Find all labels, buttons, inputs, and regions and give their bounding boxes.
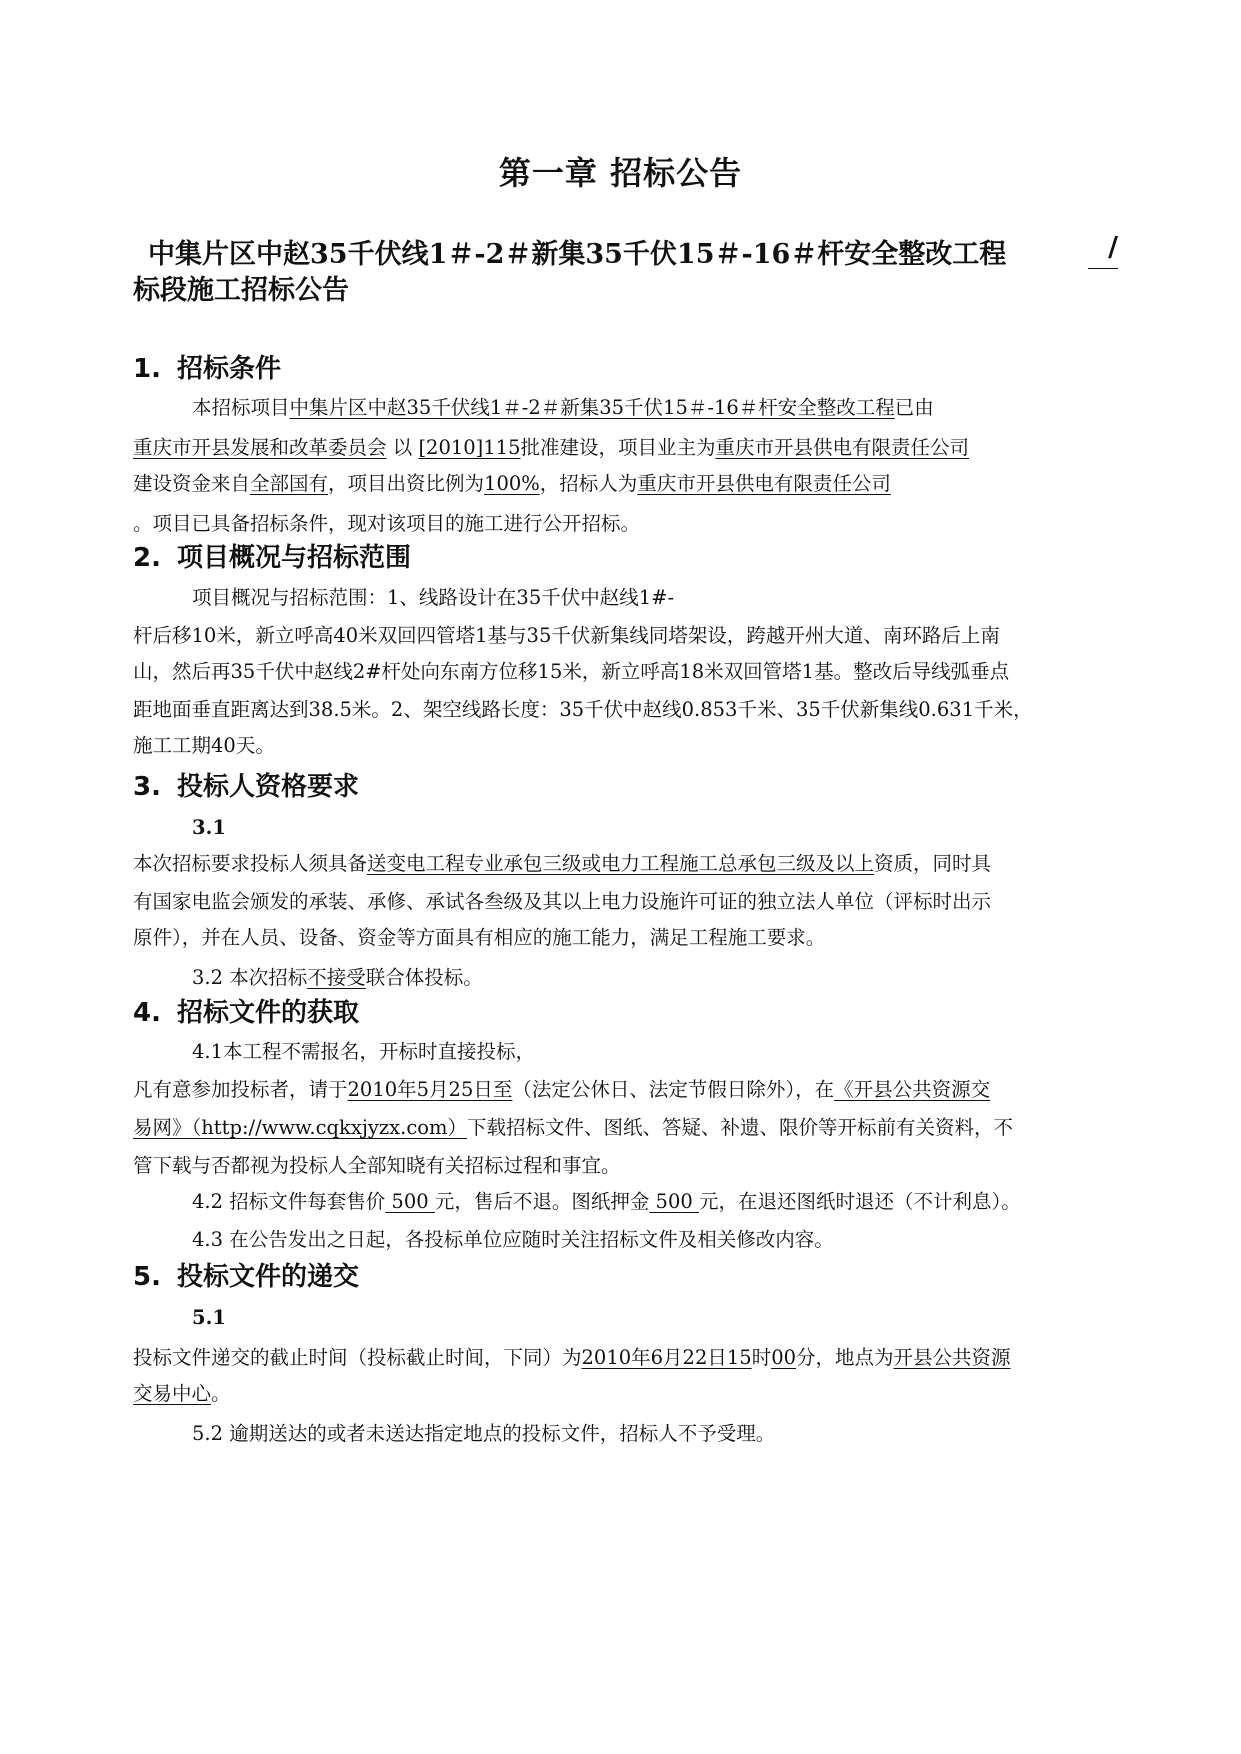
text: 投标文件递交的截止时间（投标截止时间，下同）为 xyxy=(133,1346,582,1369)
section-number: 2. xyxy=(133,543,161,573)
chapter-title: 第一章 招标公告 xyxy=(498,154,743,192)
text: 本次招标要求投标人须具备 xyxy=(133,852,368,875)
fund-ratio: 100% xyxy=(484,472,540,495)
qualification-requirement: 送变电工程专业承包三级或电力工程施工总承包三级及以上 xyxy=(367,852,875,875)
section-title: 招标文件的获取 xyxy=(177,998,360,1028)
paragraph-line: 项目概况与招标范围：1、线路设计在35千伏中赵线1#- xyxy=(192,586,675,609)
text: 凡有意参加投标者，请于 xyxy=(133,1078,348,1101)
paragraph-line: 有国家电监会颁发的承装、承修、承试各叁级及其以上电力设施许可证的独立法人单位（评标时出示 xyxy=(133,890,992,913)
lot-slash: / xyxy=(1088,228,1118,269)
paragraph-line xyxy=(133,842,1093,885)
submission-location-cont: 交易中心 xyxy=(133,1382,212,1405)
text: 以 xyxy=(392,436,413,459)
paragraph-line: 距地面垂直距离达到38.5米。2、架空线路长度：35千伏中赵线0.853千米、35千伏新集线0.631千米， xyxy=(133,698,1033,721)
approving-authority: 重庆市开县发展和改革委员会 xyxy=(133,436,387,459)
section-heading-4 xyxy=(133,996,359,1030)
document-price: 500 xyxy=(385,1190,435,1213)
text: ，项目出资比例为 xyxy=(328,472,485,495)
section-heading-1 xyxy=(133,352,281,386)
paragraph-line: 4.3 在公告发出之日起，各投标单位应随时关注招标文件及相关修改内容。 xyxy=(192,1228,834,1251)
text: ，招标人为 xyxy=(539,472,638,495)
submission-location: 开县公共资源 xyxy=(893,1346,1011,1369)
clause-5-1-number: 5.1 xyxy=(192,1306,226,1329)
paragraph-line: 4.1本工程不需报名，开标时直接投标， xyxy=(192,1040,536,1063)
paragraph-line xyxy=(133,1068,1093,1111)
text: 时 xyxy=(751,1346,772,1369)
text: 下载招标文件、图纸、答疑、补遗、限价等开标前有关资料，不 xyxy=(467,1116,1014,1139)
clause-number xyxy=(148,1296,1152,1339)
text: 分，地点为 xyxy=(796,1346,894,1369)
notice-title-line2: 标段施工招标公告 xyxy=(133,275,349,306)
section-title: 招标条件 xyxy=(177,354,282,384)
text: 元，售后不退。图纸押金 xyxy=(434,1190,650,1213)
section-number: 4. xyxy=(133,998,161,1028)
section-number: 3. xyxy=(133,772,161,802)
paragraph-line: 杆后移10米，新立呼高40米双回四管塔1基与35千伏新集线同塔架设，跨越开州大道、南环路后上南 xyxy=(133,624,1000,647)
project-name: 中集片区中赵35千伏线1＃-2＃新集35千伏15＃-16＃杆安全整改工程 xyxy=(148,239,1007,270)
section-heading-2 xyxy=(133,541,411,575)
paragraph-line: 。项目已具备招标条件，现对该项目的施工进行公开招标。 xyxy=(133,512,641,535)
section-heading-3 xyxy=(133,770,359,804)
consortium-acceptance: 不接受 xyxy=(307,966,366,989)
section-number: 5. xyxy=(133,1262,161,1292)
deadline-date: 2010年6月22日15 xyxy=(581,1346,752,1369)
project-owner: 重庆市开县供电有限责任公司 xyxy=(715,436,970,459)
text: 联合体投标。 xyxy=(365,966,483,989)
section-title: 投标文件的递交 xyxy=(177,1262,360,1292)
paragraph-line xyxy=(148,956,1152,999)
section-heading-5 xyxy=(133,1260,359,1294)
text: 本招标项目 xyxy=(192,396,290,419)
text: 元，在退还图纸时退还（不计利息）。 xyxy=(698,1190,1021,1213)
drawing-deposit: 500 xyxy=(649,1190,699,1213)
paragraph-line: 施工工期40天。 xyxy=(133,734,275,757)
paragraph-line xyxy=(133,462,1093,505)
download-start-date: 2010年5月25日至 xyxy=(347,1078,513,1101)
text: 已由 xyxy=(894,396,934,419)
website-name: 《开县公共资源交 xyxy=(834,1078,991,1101)
website-url: 易网》（http://www.cqkxjyzx.com） xyxy=(133,1116,468,1139)
paragraph-line: 管下载与否都视为投标人全部知晓有关招标过程和事宜。 xyxy=(133,1154,621,1177)
project-name-underlined: 中集片区中赵35千伏线1＃-2＃新集35千伏15＃-16＃杆安全整改工程 xyxy=(289,396,895,419)
clause-3-1-number: 3.1 xyxy=(192,816,226,839)
deadline-minute: 00 xyxy=(771,1346,797,1369)
text: （法定公休日、法定节假日除外），在 xyxy=(512,1078,835,1101)
paragraph-line: 原件），并在人员、设备、资金等方面具有相应的施工能力，满足工程施工要求。 xyxy=(133,926,826,949)
tenderer: 重庆市开县供电有限责任公司 xyxy=(637,472,891,495)
text: 。 xyxy=(211,1382,231,1405)
paragraph-line: 5.2 逾期送达的或者未送达指定地点的投标文件，招标人不予受理。 xyxy=(192,1422,776,1445)
paragraph-line xyxy=(133,1372,1093,1415)
text: 3.2 本次招标 xyxy=(192,966,308,989)
paragraph-line xyxy=(133,1106,1093,1149)
approval-number: [2010]115 xyxy=(418,436,521,459)
fund-source: 全部国有 xyxy=(250,472,329,495)
text: 批准建设，项目业主为 xyxy=(520,436,716,459)
paragraph-line xyxy=(148,1180,1152,1223)
text: 资质，同时具 xyxy=(874,852,992,875)
text: 4.2 招标文件每套售价 xyxy=(192,1190,386,1213)
section-title: 投标人资格要求 xyxy=(177,772,360,802)
section-number: 1. xyxy=(133,354,161,384)
paragraph-line xyxy=(148,386,1152,429)
paragraph-line: 山，然后再35千伏中赵线2#杆处向东南方位移15米，新立呼高18米双回管塔1基。整改后导线弧垂点 xyxy=(133,660,1010,683)
text: 建设资金来自 xyxy=(133,472,251,495)
section-title: 项目概况与招标范围 xyxy=(177,543,412,573)
